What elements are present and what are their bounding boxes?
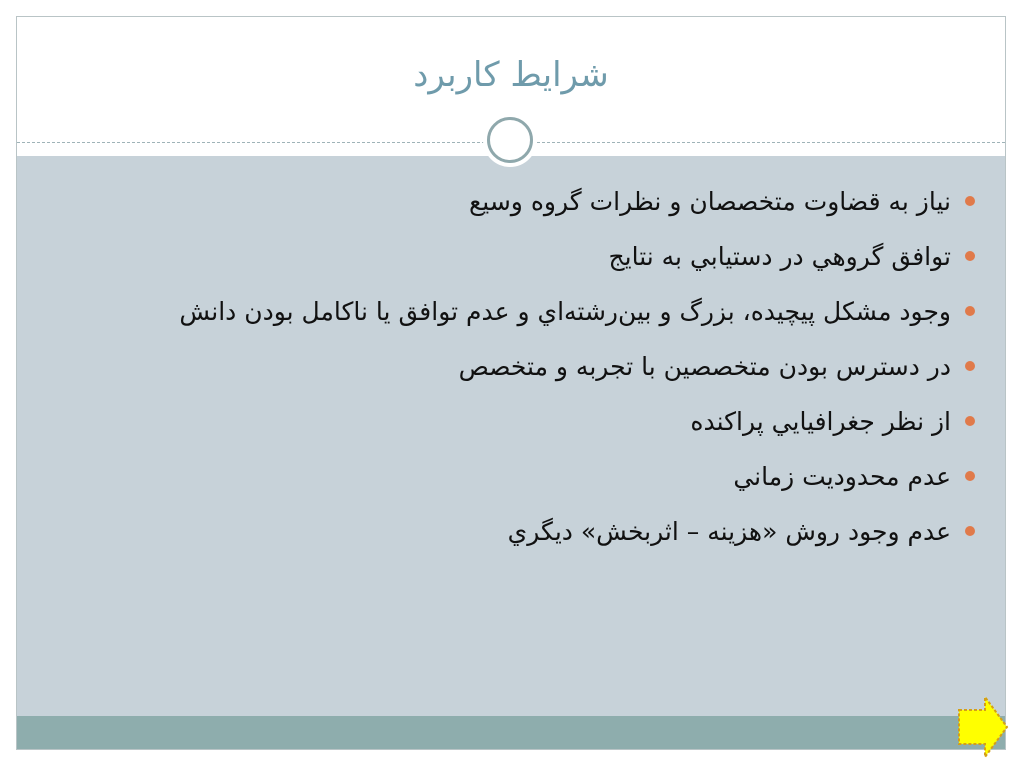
- bullet-dot-icon: [965, 251, 975, 261]
- bullet-text: در دسترس بودن متخصصين با تجربه و متخصص: [458, 352, 951, 381]
- bullet-text: از نظر جغرافيايي پراكنده: [690, 407, 951, 436]
- bullet-item: [77, 345, 977, 389]
- next-slide-button[interactable]: [957, 694, 1009, 760]
- bullet-dot-icon: [965, 526, 975, 536]
- bullet-dot-icon: [965, 471, 975, 481]
- bullet-dot-icon: [965, 361, 975, 371]
- bullet-text: عدم محدوديت زماني: [733, 462, 951, 491]
- bullet-dot-icon: [965, 196, 975, 206]
- bullet-item: [77, 180, 977, 224]
- bullet-dot-icon: [965, 306, 975, 316]
- bullet-item: [77, 290, 977, 334]
- bullet-item: [77, 455, 977, 499]
- bullet-item: [77, 235, 977, 279]
- bullet-text: عدم وجود روش «هزينه – اثربخش» ديگري: [507, 517, 951, 546]
- bullet-dot-icon: [965, 416, 975, 426]
- footer-band: [17, 716, 1005, 750]
- slide-frame: [16, 16, 1006, 750]
- bullet-list: [77, 180, 977, 565]
- bullet-text: توافق گروهي در دستيابي به نتايج: [608, 242, 951, 271]
- bullet-item: [77, 510, 977, 554]
- divider-ring-icon: [487, 117, 533, 163]
- slide-title: شرايط كاربرد: [413, 55, 609, 95]
- bullet-item: [77, 400, 977, 444]
- right-arrow-icon: [959, 697, 1007, 757]
- bullet-text: نياز به قضاوت متخصصان و نظرات گروه وسيع: [469, 187, 951, 216]
- bullet-text: وجود مشكل پيچيده، بزرگ و بين‌رشته‌اي و عدم توافق يا ناكامل بودن دانش: [179, 297, 951, 326]
